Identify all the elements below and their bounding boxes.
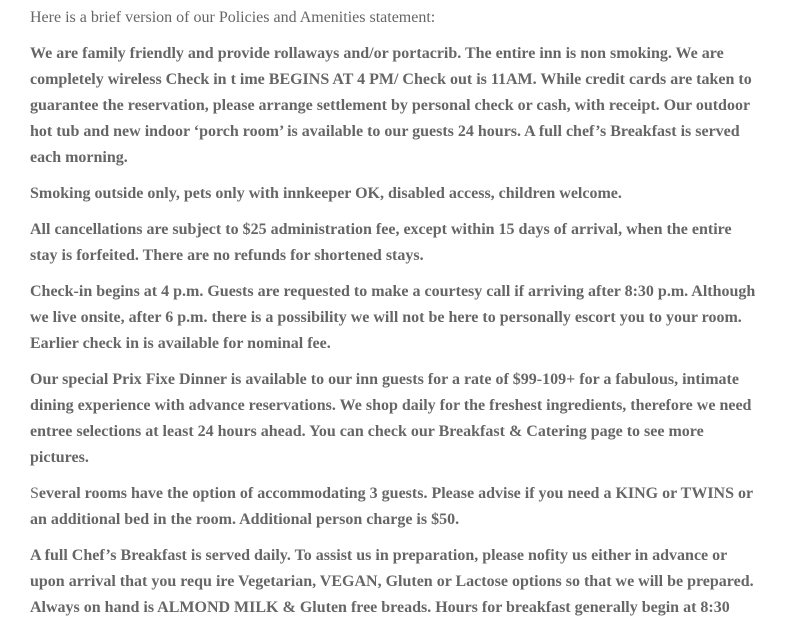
family-policy-paragraph: We are family friendly and provide rollaways and/or portacrib. The entire inn is non smoking. We are completely wireless Check in t ime BEGINS AT 4 PM/ Check out is 11AM. While credit cards are taken to guarantee the reservation, please arrange settlement by personal check or cash, with receipt. Our outdoor hot tub and new indoor ‘porch room’ is available to our guests 24 hours. A full chef’s Breakfast is served each morning. [30, 45, 752, 166]
rooms-paragraph [30, 481, 757, 533]
intro-text: Here is a brief version of our Policies and Amenities statement: [30, 9, 436, 26]
checkin-policy-paragraph: Check-in begins at 4 p.m. Guests are requested to make a courtesy call if arriving after 8:30 p.m. Although we live onsite, after 6 p.m. there is a possibility we will not be here to personally escort you to your room. Earlier check in is available for nominal fee. [30, 283, 756, 352]
policies-content [30, 5, 757, 631]
rooms-text: everal rooms have the option of accommodating 3 guests. Please advise if you need a KING or TWINS or an additional bed in the room. Additional person charge is $50. [30, 485, 753, 528]
dinner-paragraph: Our special Prix Fixe Dinner is available to our inn guests for a rate of $99-109+ for a fabulous, intimate dining experience with advance reservations. We shop daily for the freshest ingredients, therefore we need entree selections at least 24 hours ahead. You can check our Breakfast & Catering page to see more pictures. [30, 371, 752, 466]
rooms-first-letter: S [30, 485, 39, 502]
smoking-policy-paragraph: Smoking outside only, pets only with innkeeper OK, disabled access, children welcome. [30, 185, 622, 202]
cancellation-policy-paragraph: All cancellations are subject to $25 administration fee, except within 15 days of arrival, when the entire stay is forfeited. There are no refunds for shortened stays. [30, 221, 732, 264]
breakfast-paragraph: A full Chef’s Breakfast is served daily. To assist us in preparation, please nofity us either in advance or upon arrival that you requ ire Vegetarian, VEGAN, Gluten or Lactose options so that we will be prepared. Always on hand is ALMOND MILK & Gluten free breads. Hours for breakfast generally begin at 8:30 [30, 547, 754, 616]
